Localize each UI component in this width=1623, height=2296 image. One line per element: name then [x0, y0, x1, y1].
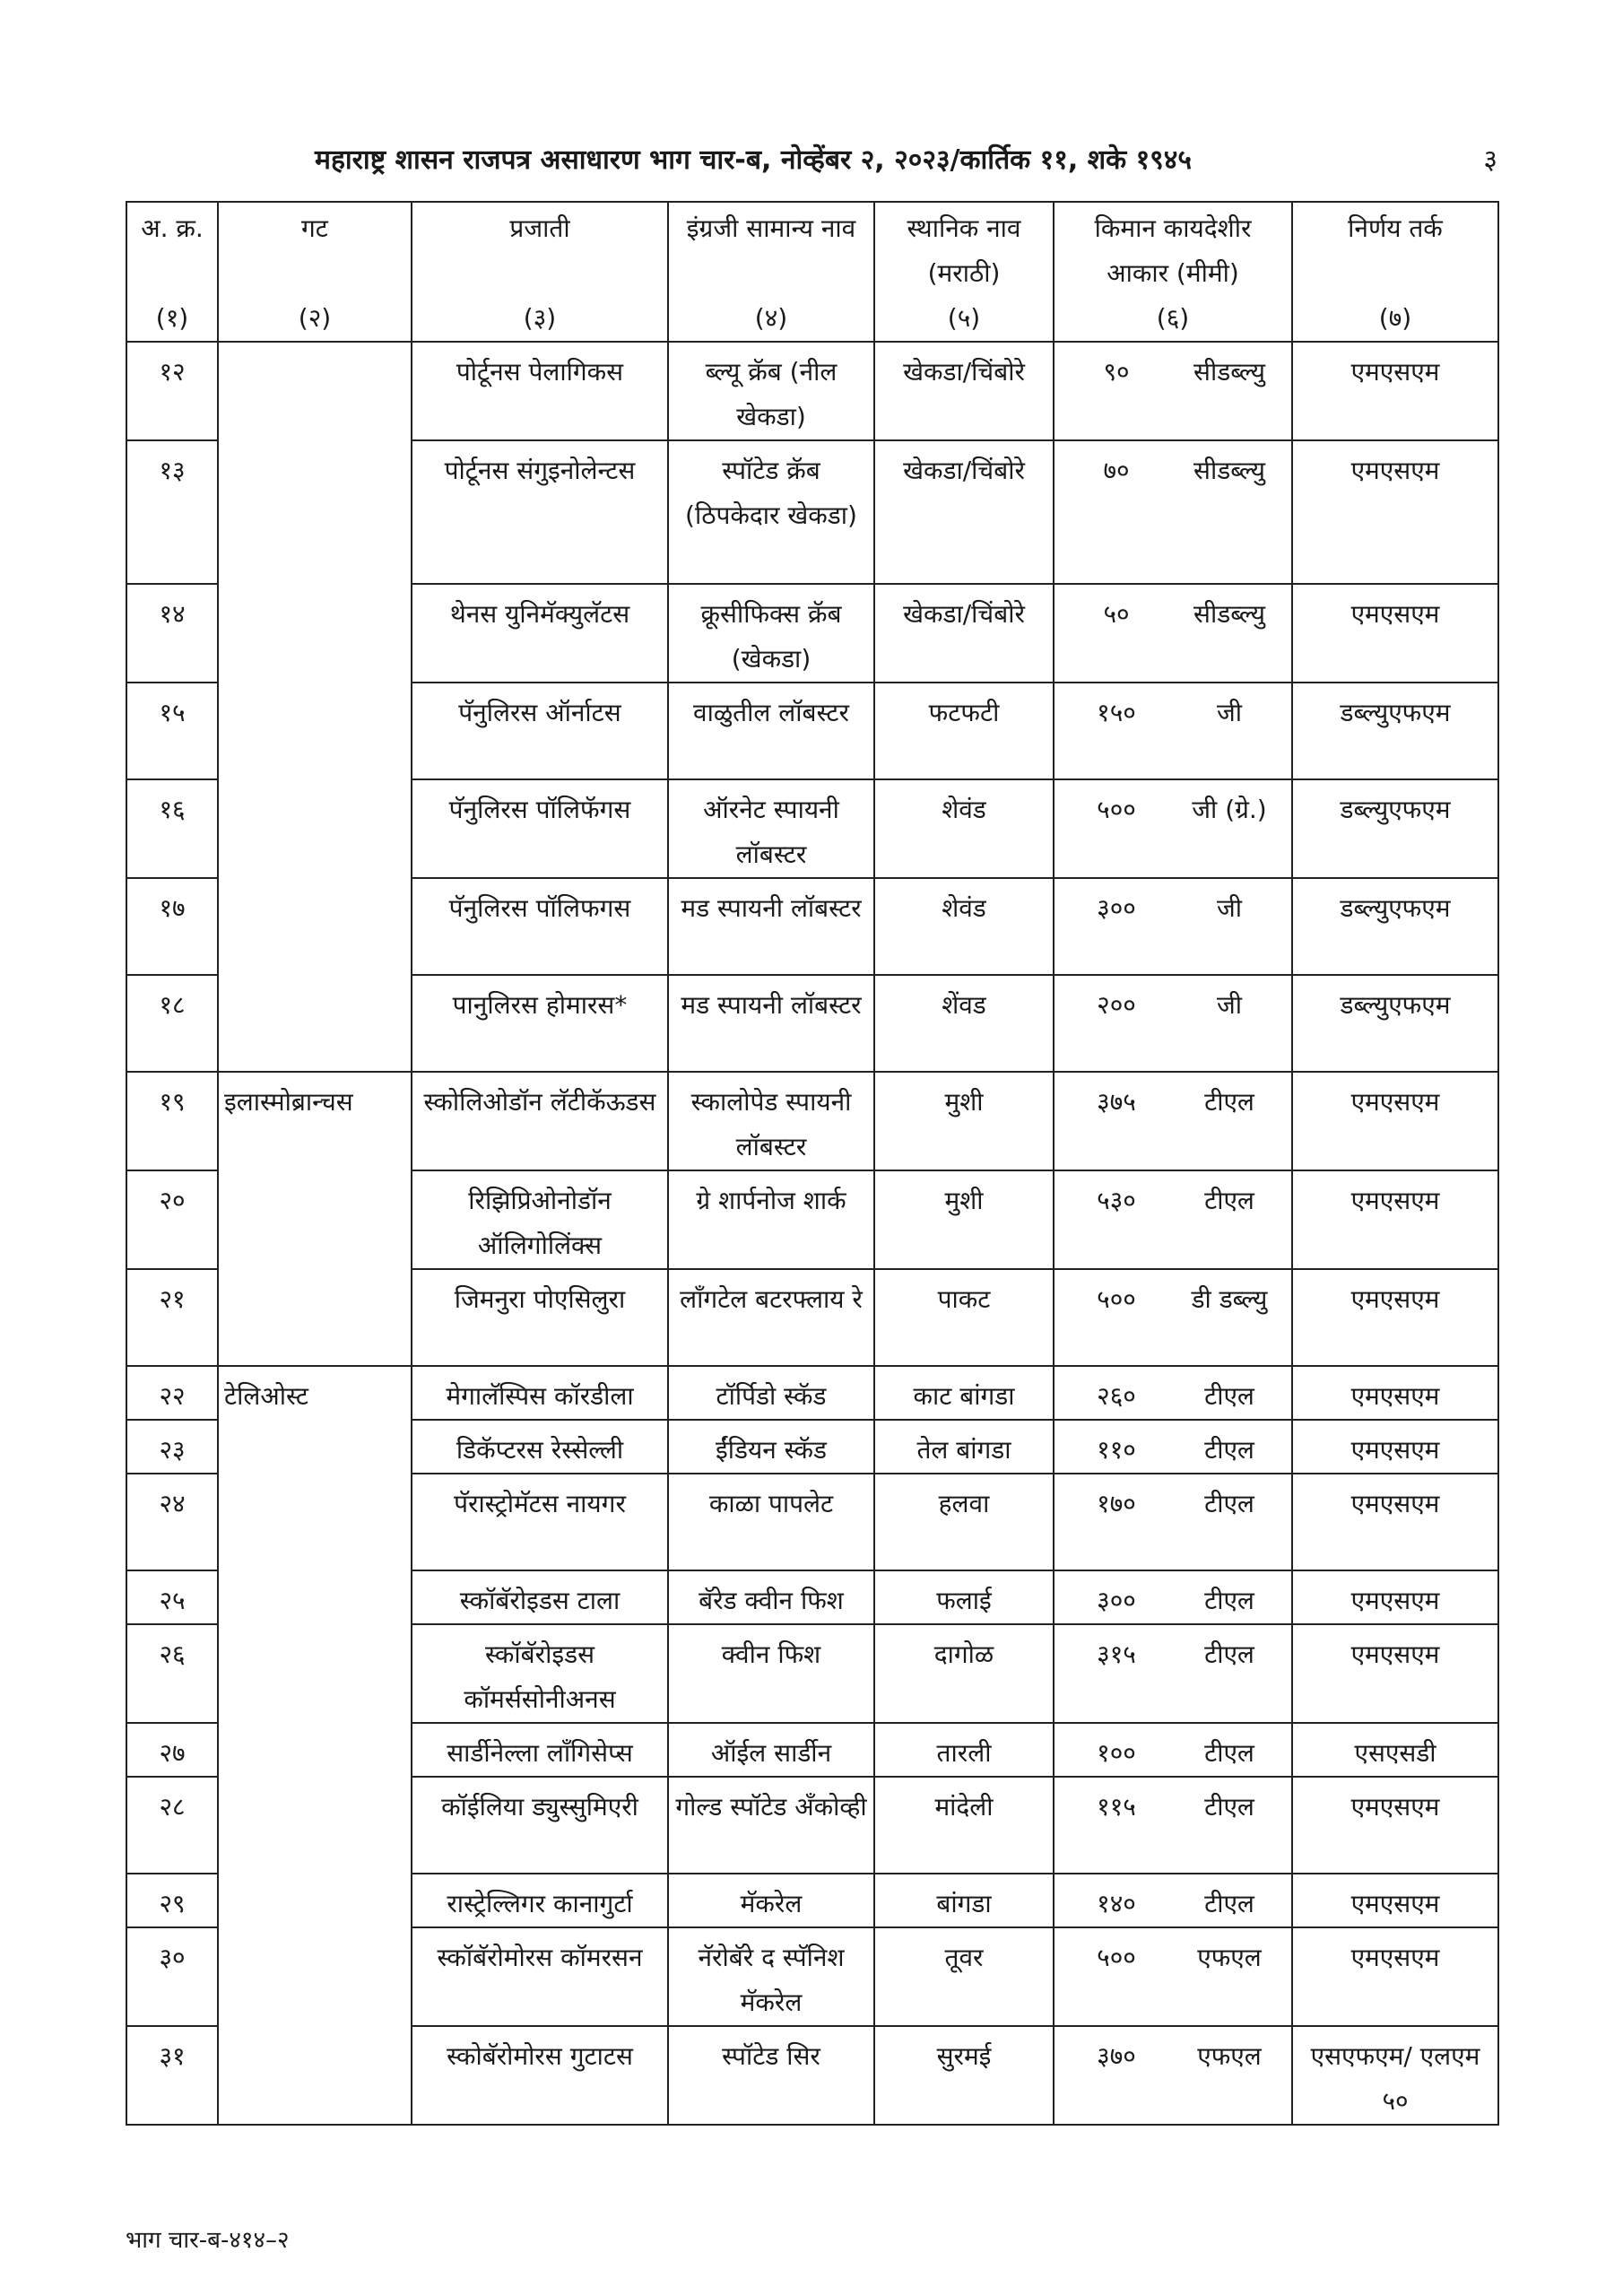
size-unit: टीएल [1204, 1186, 1254, 1215]
min-size-cell [1054, 1874, 1292, 1927]
decision-logic-cell: डब्ल्युएफएम [1292, 975, 1498, 1072]
decision-logic-cell: एमएसएम [1292, 342, 1498, 440]
english-name-cell: वाळुतील लॉबस्टर [668, 683, 874, 779]
local-name-cell: पाकट [874, 1269, 1054, 1366]
min-size-cell [1054, 1927, 1292, 2026]
min-size-cell [1054, 2026, 1292, 2125]
english-name-cell: नॅरोबॅरे द स्पॅनिश मॅकरेल [668, 1927, 874, 2026]
decision-logic-cell: एमएसएम [1292, 1420, 1498, 1474]
size-value: ७० [1103, 456, 1130, 485]
local-name-cell: बांगडा [874, 1874, 1054, 1927]
english-name-cell: स्पॉटेड क्रॅब (ठिपकेदार खेकडा) [668, 440, 874, 584]
decision-logic-cell: डब्ल्युएफएम [1292, 878, 1498, 975]
serial-cell: २४ [126, 1474, 218, 1570]
size-unit: टीएल [1204, 1889, 1254, 1918]
size-value: ११५ [1097, 1792, 1136, 1822]
decision-logic-cell: एमएसएम [1292, 1170, 1498, 1269]
min-size-cell [1054, 683, 1292, 779]
size-value: १७० [1097, 1489, 1136, 1518]
table-row [126, 342, 1498, 440]
local-name-cell: सुरमई [874, 2026, 1054, 2125]
english-name-cell: ऑरनेट स्पायनी लॉबस्टर [668, 779, 874, 878]
english-name-cell: बॅरेड क्वीन फिश [668, 1570, 874, 1624]
species-cell: कॉईलिया ड्युस्सुमिएरी [412, 1777, 668, 1874]
size-value: १५० [1097, 698, 1136, 727]
min-size-cell [1054, 878, 1292, 975]
size-unit: टीएल [1204, 1435, 1254, 1465]
size-value: २६० [1097, 1381, 1136, 1411]
size-unit: सीडब्ल्यु [1193, 599, 1265, 629]
size-value: ३१५ [1097, 1639, 1136, 1669]
serial-cell: २५ [126, 1570, 218, 1624]
size-value: ५०० [1097, 1284, 1136, 1314]
size-unit: सीडब्ल्यु [1193, 357, 1265, 387]
english-name-cell: ईंडियन स्कॅड [668, 1420, 874, 1474]
min-size-cell [1054, 584, 1292, 683]
min-size-cell [1054, 1723, 1292, 1777]
species-cell: जिमनुरा पोएसिलुरा [412, 1269, 668, 1366]
serial-cell: १६ [126, 779, 218, 878]
local-name-cell: फलाई [874, 1570, 1054, 1624]
min-size-cell [1054, 1420, 1292, 1474]
size-unit: डी डब्ल्यु [1191, 1284, 1268, 1314]
english-name-cell: क्रूसीफिक्स क्रॅब (खेकडा) [668, 584, 874, 683]
serial-cell: २० [126, 1170, 218, 1269]
local-name-cell: फटफटी [874, 683, 1054, 779]
size-unit: टीएल [1204, 1586, 1254, 1615]
min-size-cell [1054, 779, 1292, 878]
size-unit: टीएल [1204, 1639, 1254, 1669]
species-cell: रिझिप्रिओनोडॉन ऑलिगोलिंक्स [412, 1170, 668, 1269]
local-name-cell: शेवंड [874, 878, 1054, 975]
species-cell: मेगालॅस्पिस कॉरडीला [412, 1366, 668, 1420]
size-value: ३७० [1097, 2041, 1136, 2071]
serial-cell: २१ [126, 1269, 218, 1366]
group-cell-teleosts: टेलिओस्ट [218, 1366, 412, 2125]
serial-cell: १३ [126, 440, 218, 584]
species-cell: पोर्टूनस संगुइनोलेन्टस [412, 440, 668, 584]
serial-cell: ३० [126, 1927, 218, 2026]
group-cell-elasmobranchs: इलास्मोब्रान्चस [218, 1072, 412, 1366]
size-unit: जी [1216, 990, 1243, 1020]
english-name-cell: लाँगटेल बटरफ्लाय रे [668, 1269, 874, 1366]
serial-cell: २३ [126, 1420, 218, 1474]
size-value: ५०० [1097, 1943, 1136, 1972]
species-size-table [126, 201, 1499, 2126]
local-name-cell: हलवा [874, 1474, 1054, 1570]
decision-logic-cell: एसएफएम/ एलएम ५० [1292, 2026, 1498, 2125]
size-unit: एफएल [1197, 2041, 1262, 2071]
min-size-cell [1054, 1366, 1292, 1420]
min-size-cell [1054, 342, 1292, 440]
size-unit: एफएल [1197, 1943, 1262, 1972]
species-cell: स्कॉबॅरोइडस कॉमर्ससोनीअनस [412, 1624, 668, 1723]
english-name-cell: मड स्पायनी लॉबस्टर [668, 975, 874, 1072]
decision-logic-cell: एसएसडी [1292, 1723, 1498, 1777]
table-header-row [126, 202, 1498, 342]
decision-logic-cell: एमएसएम [1292, 1624, 1498, 1723]
size-value: ३०० [1097, 1586, 1136, 1615]
species-cell: स्कोलिओडॉन लॅटीकॅऊडस [412, 1072, 668, 1170]
min-size-cell [1054, 1170, 1292, 1269]
min-size-cell [1054, 1269, 1292, 1366]
serial-cell: २८ [126, 1777, 218, 1874]
species-cell: पॅनुलिरस पॉलिफगस [412, 878, 668, 975]
size-value: ३०० [1097, 893, 1136, 923]
table-row [126, 1072, 1498, 1170]
decision-logic-cell: एमएसएम [1292, 1927, 1498, 2026]
decision-logic-cell: एमएसएम [1292, 1269, 1498, 1366]
english-name-cell: मड स्पायनी लॉबस्टर [668, 878, 874, 975]
size-value: १०० [1097, 1738, 1136, 1768]
group-cell [218, 342, 412, 1072]
species-cell: पॅनुलिरस ऑर्नाटस [412, 683, 668, 779]
column-header-local-name: स्थानिक नाव (मराठी) (५) [874, 202, 1054, 342]
decision-logic-cell: एमएसएम [1292, 584, 1498, 683]
min-size-cell [1054, 1570, 1292, 1624]
page-footer: भाग चार-ब-४१४–२ [126, 2227, 290, 2254]
english-name-cell: स्कालोपेड स्पायनी लॉबस्टर [668, 1072, 874, 1170]
column-header-decision-logic: निर्णय तर्क (७) [1292, 202, 1498, 342]
min-size-cell [1054, 1072, 1292, 1170]
size-value: ५३० [1097, 1186, 1136, 1215]
serial-cell: १७ [126, 878, 218, 975]
species-cell: स्कॉबॅरोमोरस कॉमरसन [412, 1927, 668, 2026]
decision-logic-cell: एमएसएम [1292, 1570, 1498, 1624]
species-cell: स्कोबॅरोमोरस गुटाटस [412, 2026, 668, 2125]
gazette-header-title: महाराष्ट्र शासन राजपत्र असाधारण भाग चार-ब, नोव्हेंबर २, २०२३/कार्तिक ११, शके १९४५ [315, 144, 1192, 176]
species-cell: पॅरास्ट्रोमॅटस नायगर [412, 1474, 668, 1570]
size-value: ३७५ [1097, 1087, 1136, 1117]
size-value: ५०० [1097, 795, 1136, 824]
species-cell: पॅनुलिरस पॉलिफॅगस [412, 779, 668, 878]
serial-cell: २२ [126, 1366, 218, 1420]
size-unit: टीएल [1204, 1489, 1254, 1518]
min-size-cell [1054, 975, 1292, 1072]
species-cell: पानुलिरस होमारस* [412, 975, 668, 1072]
column-header-min-size: किमान कायदेशीर आकार (मीमी) (६) [1054, 202, 1292, 342]
column-header-english-name: इंग्रजी सामान्य नाव (४) [668, 202, 874, 342]
english-name-cell: ग्रे शार्पनोज शार्क [668, 1170, 874, 1269]
size-unit: जी (ग्रे.) [1192, 795, 1267, 824]
english-name-cell: गोल्ड स्पॉटेड अँकोव्ही [668, 1777, 874, 1874]
serial-cell: ३१ [126, 2026, 218, 2125]
species-cell: डिकॅप्टरस रेस्सेल्ली [412, 1420, 668, 1474]
species-cell: सार्डीनेल्ला लाँगिसेप्स [412, 1723, 668, 1777]
size-unit: टीएल [1204, 1792, 1254, 1822]
decision-logic-cell: डब्ल्युएफएम [1292, 683, 1498, 779]
local-name-cell: तूवर [874, 1927, 1054, 2026]
local-name-cell: तेल बांगडा [874, 1420, 1054, 1474]
local-name-cell: शेंवड [874, 975, 1054, 1072]
size-value: ९० [1103, 357, 1130, 387]
local-name-cell: काट बांगडा [874, 1366, 1054, 1420]
serial-cell: १८ [126, 975, 218, 1072]
serial-cell: १५ [126, 683, 218, 779]
column-header-group: गट (२) [218, 202, 412, 342]
local-name-cell: खेकडा/चिंबोरे [874, 584, 1054, 683]
serial-cell: २९ [126, 1874, 218, 1927]
page-number: ३ [1483, 144, 1497, 176]
decision-logic-cell: एमएसएम [1292, 1072, 1498, 1170]
local-name-cell: मुशी [874, 1170, 1054, 1269]
size-unit: जी [1216, 698, 1243, 727]
english-name-cell: टॉर्पिडो स्कॅड [668, 1366, 874, 1420]
local-name-cell: मुशी [874, 1072, 1054, 1170]
serial-cell: १२ [126, 342, 218, 440]
local-name-cell: शेवंड [874, 779, 1054, 878]
species-cell: रास्ट्रेल्लिगर कानागुर्टा [412, 1874, 668, 1927]
column-header-serial: अ. क्र. (१) [126, 202, 218, 342]
size-unit: टीएल [1204, 1738, 1254, 1768]
column-header-species: प्रजाती (३) [412, 202, 668, 342]
serial-cell: २७ [126, 1723, 218, 1777]
local-name-cell: मांदेली [874, 1777, 1054, 1874]
english-name-cell: काळा पापलेट [668, 1474, 874, 1570]
decision-logic-cell: एमएसएम [1292, 1874, 1498, 1927]
min-size-cell [1054, 1777, 1292, 1874]
size-value: १४० [1097, 1889, 1136, 1918]
size-unit: जी [1216, 893, 1243, 923]
size-unit: टीएल [1204, 1087, 1254, 1117]
size-unit: टीएल [1204, 1381, 1254, 1411]
species-cell: पोर्टूनस पेलागिकस [412, 342, 668, 440]
decision-logic-cell: एमएसएम [1292, 440, 1498, 584]
local-name-cell: तारली [874, 1723, 1054, 1777]
species-cell: थेनस युनिमॅक्युलॅटस [412, 584, 668, 683]
table-row [126, 1366, 1498, 1420]
serial-cell: २६ [126, 1624, 218, 1723]
size-value: ११० [1097, 1435, 1136, 1465]
local-name-cell: खेकडा/चिंबोरे [874, 440, 1054, 584]
min-size-cell [1054, 1474, 1292, 1570]
size-value: २०० [1097, 990, 1136, 1020]
decision-logic-cell: डब्ल्युएफएम [1292, 779, 1498, 878]
serial-cell: १९ [126, 1072, 218, 1170]
decision-logic-cell: एमएसएम [1292, 1366, 1498, 1420]
decision-logic-cell: एमएसएम [1292, 1777, 1498, 1874]
serial-cell: १४ [126, 584, 218, 683]
species-cell: स्कॉबॅरोइडस टाला [412, 1570, 668, 1624]
size-unit: सीडब्ल्यु [1193, 456, 1265, 485]
english-name-cell: स्पॉटेड सिर [668, 2026, 874, 2125]
local-name-cell: दागोळ [874, 1624, 1054, 1723]
decision-logic-cell: एमएसएम [1292, 1474, 1498, 1570]
english-name-cell: ऑईल सार्डीन [668, 1723, 874, 1777]
size-value: ५० [1103, 599, 1130, 629]
english-name-cell: ब्ल्यू क्रॅब (नील खेकडा) [668, 342, 874, 440]
min-size-cell [1054, 1624, 1292, 1723]
min-size-cell [1054, 440, 1292, 584]
english-name-cell: क्वीन फिश [668, 1624, 874, 1723]
local-name-cell: खेकडा/चिंबोरे [874, 342, 1054, 440]
english-name-cell: मॅकरेल [668, 1874, 874, 1927]
